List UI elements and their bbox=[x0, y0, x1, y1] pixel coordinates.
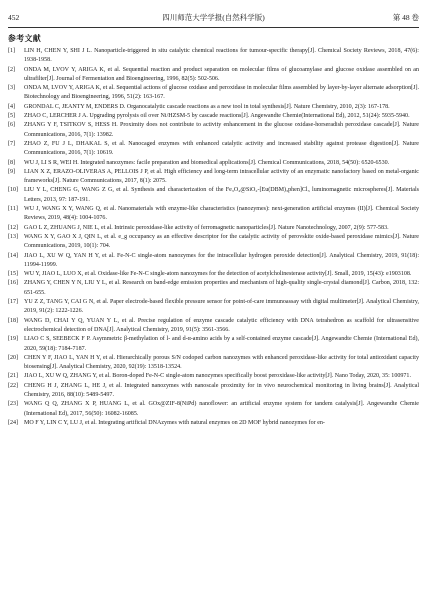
reference-number: [11] bbox=[8, 206, 18, 213]
reference-item bbox=[8, 121, 419, 140]
reference-item bbox=[8, 279, 419, 298]
reference-number: [9] bbox=[8, 168, 16, 175]
reference-item bbox=[8, 317, 419, 336]
reference-item bbox=[8, 84, 419, 103]
reference-number: [7] bbox=[8, 140, 16, 147]
reference-text: CHEN Y F, JIAO L, YAN H Y, et al. Hierarchically porous S/N codoped carbon nanozymes with enhanced peroxidase-like activity for total antioxidant capacity biosensing[J]. Analytical Chemistry, 2020, 92(19): 13518-13524. bbox=[24, 354, 419, 371]
reference-number: [3] bbox=[8, 85, 16, 92]
reference-text: WU J, WANG X Y, WANG Q, et al. Nanomaterials with enzyme-like characteristics (nanozymes): next-generation artificial enzymes (II)[J]. Chemical Society Reviews, 2019, 48(4): 1004-1076. bbox=[24, 206, 419, 222]
reference-number: [13] bbox=[8, 233, 19, 240]
reference-text: YU Z Z, TANG Y, CAI G N, et al. Paper electrode-based flexible pressure sensor for point-of-care immunoassay with digital multimeter[J]. Analytical Chemistry, 2019, 91(2): 1222-1226. bbox=[24, 299, 419, 315]
reference-item bbox=[8, 252, 419, 271]
reference-text: LIAN X Z, ERAZO-OLIVERAS A, PELLOIS J P, et al. High efficiency and long-term intracellular activity of an enzymatic nanofactory based on metal-organic frameworks[J]. Nature Communications, 2017, 8(1): 2075. bbox=[24, 168, 419, 185]
header-rule bbox=[8, 27, 419, 28]
page-number: 452 bbox=[8, 13, 20, 22]
section-title: 参考文献 bbox=[8, 34, 42, 43]
reference-text: GAO L Z, ZHUANG J, NIE L, et al. Intrinsic peroxidase-like activity of ferromagnetic nanoparticles[J]. Nature Nanotechnology, 2007, 2(9): 577-583. bbox=[24, 224, 389, 231]
reference-text: WANG D, CHAI Y Q, YUAN Y L, et al. Precise regulation of enzyme cascade catalytic efficiency with DNA tetrahedron as scaffold for ultrasensitive electrochemical detection of DNA[J]. Analytical Chemistry, 2019, 91(5): 3561-3566. bbox=[24, 317, 419, 333]
reference-item bbox=[8, 159, 419, 168]
reference-item bbox=[8, 66, 419, 85]
reference-text: WU Y, JIAO L, LUO X, et al. Oxidase-like Fe-N-C single-atom nanozymes for the detection of acetylcholinesterase activity[J]. Small, 2019, 15(43): e1903108. bbox=[24, 271, 412, 278]
reference-number: [15] bbox=[8, 271, 19, 278]
reference-item bbox=[8, 419, 419, 428]
volume-label: 第 48 卷 bbox=[392, 13, 419, 22]
reference-text: ONDA M, LVOV Y, ARIGA K, et al. Sequential reaction and product separation on molecular films of glucoamylase and glucose oxidase assembled on an ultrafilter[J]. Journal of Fermentation and Bioengineering, 1996, 82(5): 502-506. bbox=[24, 66, 419, 82]
reference-text: ZHAO Z, FU J L, DHAKAL S, et al. Nanocaged enzymes with enhanced catalytic activity and increased stability against protease digestion[J]. Nature Communications, 2016, 7(1): 10619. bbox=[24, 140, 419, 157]
reference-number: [14] bbox=[8, 252, 19, 259]
reference-number: [2] bbox=[8, 66, 16, 73]
reference-item bbox=[8, 354, 419, 373]
reference-text: ZHAO C, LERCHER J A. Upgrading pyrolysis oil over Ni/HZSM-5 by cascade reactions[J]. Angewandte Chemie(International Ed), 2012, 51(24): 5935-5940. bbox=[24, 113, 410, 120]
reference-list bbox=[8, 47, 419, 428]
reference-number: [19] bbox=[8, 336, 19, 343]
reference-number: [6] bbox=[8, 122, 16, 129]
journal-title: 四川师范大学学报(自然科学版) bbox=[162, 13, 265, 22]
reference-text: CHENG H J, ZHANG L, HE J, et al. Integrated nanozymes with nanoscale proximity for in vivo neurochemical monitoring in living brains[J]. Analytical Chemistry, 2016, 88(10): 5489-5497. bbox=[24, 382, 419, 398]
reference-item bbox=[8, 233, 419, 252]
reference-number: [17] bbox=[8, 299, 19, 306]
reference-text: LIN H, CHEN Y, SHI J L. Nanoparticle-triggered in situ catalytic chemical reactions for tumour-specific therapy[J]. Chemical Society Reviews, 2018, 47(6): 1938-1958. bbox=[24, 48, 419, 64]
reference-text: LIAO C S, SEEBECK F P. Asymmetric β-methylation of l- and d-α-amino acids by a self-contained enzyme cascade[J]. Angewandte Chemie (International Ed), 2020, 59(18): 7184-7187. bbox=[24, 336, 419, 352]
reference-number: [18] bbox=[8, 317, 19, 324]
reference-number: [8] bbox=[8, 159, 16, 166]
reference-item bbox=[8, 140, 419, 159]
reference-text: WANG X Y, GAO X J, QIN L, et al. e_g occupancy as an effective descriptor for the catalytic activity of perovskite oxide-based peroxidase mimics[J]. Nature Communications, 2019, 10(1): 704. bbox=[24, 233, 419, 250]
reference-item bbox=[8, 270, 419, 279]
reference-number: [1] bbox=[8, 48, 16, 54]
reference-number: [21] bbox=[8, 373, 19, 380]
reference-number: [23] bbox=[8, 401, 19, 408]
page-header bbox=[8, 10, 419, 26]
reference-number: [20] bbox=[8, 354, 19, 361]
reference-item bbox=[8, 112, 419, 121]
reference-text: ZHANG Y F, TSITKOV S, HESS H. Proximity does not contribute to activity enhancement in the glucose oxidase-horseradish peroxidase cascade[J]. Nature Communications, 2016, 7(1): 13982. bbox=[24, 122, 419, 138]
reference-number: [16] bbox=[8, 280, 19, 287]
reference-item bbox=[8, 205, 419, 224]
reference-number: [12] bbox=[8, 224, 19, 231]
reference-number: [22] bbox=[8, 382, 19, 389]
reference-text: JIAO L, XU W Q, YAN H Y, et al. Fe-N-C single-atom nanozymes for the intracellular hydrogen peroxide detection[J]. Analytical Chemistry, 2019, 91(18): 11994-11999. bbox=[24, 252, 419, 268]
reference-item bbox=[8, 400, 419, 419]
reference-text: GRONDAL C, JEANTY M, ENDERS D. Organocatalytic cascade reactions as a new tool in total synthesis[J]. Nature Chemistry, 2010, 2(3): 167-178. bbox=[24, 103, 390, 110]
reference-text: LIU Y L, CHENG G, WANG Z G, et al. Synthesis and characterization of the Fe₃O₄@SiO₂-[Eu(DBM)₃phen]Cl₃ luminomagnetic microspheres[J]. Materials Letters, 2013, 97: 187-191. bbox=[24, 187, 419, 203]
reference-item bbox=[8, 335, 419, 354]
reference-item bbox=[8, 224, 419, 233]
reference-text: WANG Q Q, ZHANG X P, HUANG L, et al. GOx@ZIF-8(NiPd) nanoflower: an artificial enzyme system for tandem catalysis[J]. Angewandte Chemie (International Ed), 2017, 56(50): 16082-16085. bbox=[24, 401, 419, 417]
reference-item bbox=[8, 186, 419, 205]
reference-item bbox=[8, 47, 419, 66]
reference-number: [24] bbox=[8, 419, 19, 426]
reference-text: ZHANG Y, CHEN Y N, LIU Y L, et al. Research on band-edge emission properties and mechanism of high-quality single-crystal diamond[J]. Carbon, 2018, 132: 651-655. bbox=[24, 280, 419, 296]
reference-text: JIAO L, XU W Q, ZHANG Y, et al. Boron-doped Fe-N-C single-atom nanozymes specifically boost peroxidase-like activity[J]. Nano Today, 2020, 35: 100971. bbox=[24, 373, 411, 380]
reference-item bbox=[8, 372, 419, 381]
reference-text: WU J, LI S R, WEI H. Integrated nanozymes: facile preparation and biomedical applications[J]. Chemical Communications, 2018, 54(50): 6520-6530. bbox=[24, 159, 390, 166]
reference-number: [5] bbox=[8, 113, 16, 120]
reference-item bbox=[8, 168, 419, 187]
reference-item bbox=[8, 298, 419, 317]
reference-item bbox=[8, 103, 419, 112]
reference-text: ONDA M, LVOV Y, ARIGA K, et al. Sequential actions of glucose oxidase and peroxidase in molecular films assembled by layer-by-layer alternate adsorption[J]. Biotechnology and Bioengineering, 1996, 51(2): 163-167. bbox=[24, 85, 419, 101]
reference-number: [4] bbox=[8, 103, 16, 110]
reference-text: MO F Y, LIN C Y, LU J, et al. Integrating artificial DNAzymes with natural enzymes on 2D MOF hybrid nanozymes for en- bbox=[24, 419, 325, 426]
reference-number: [10] bbox=[8, 187, 19, 194]
reference-item bbox=[8, 382, 419, 401]
